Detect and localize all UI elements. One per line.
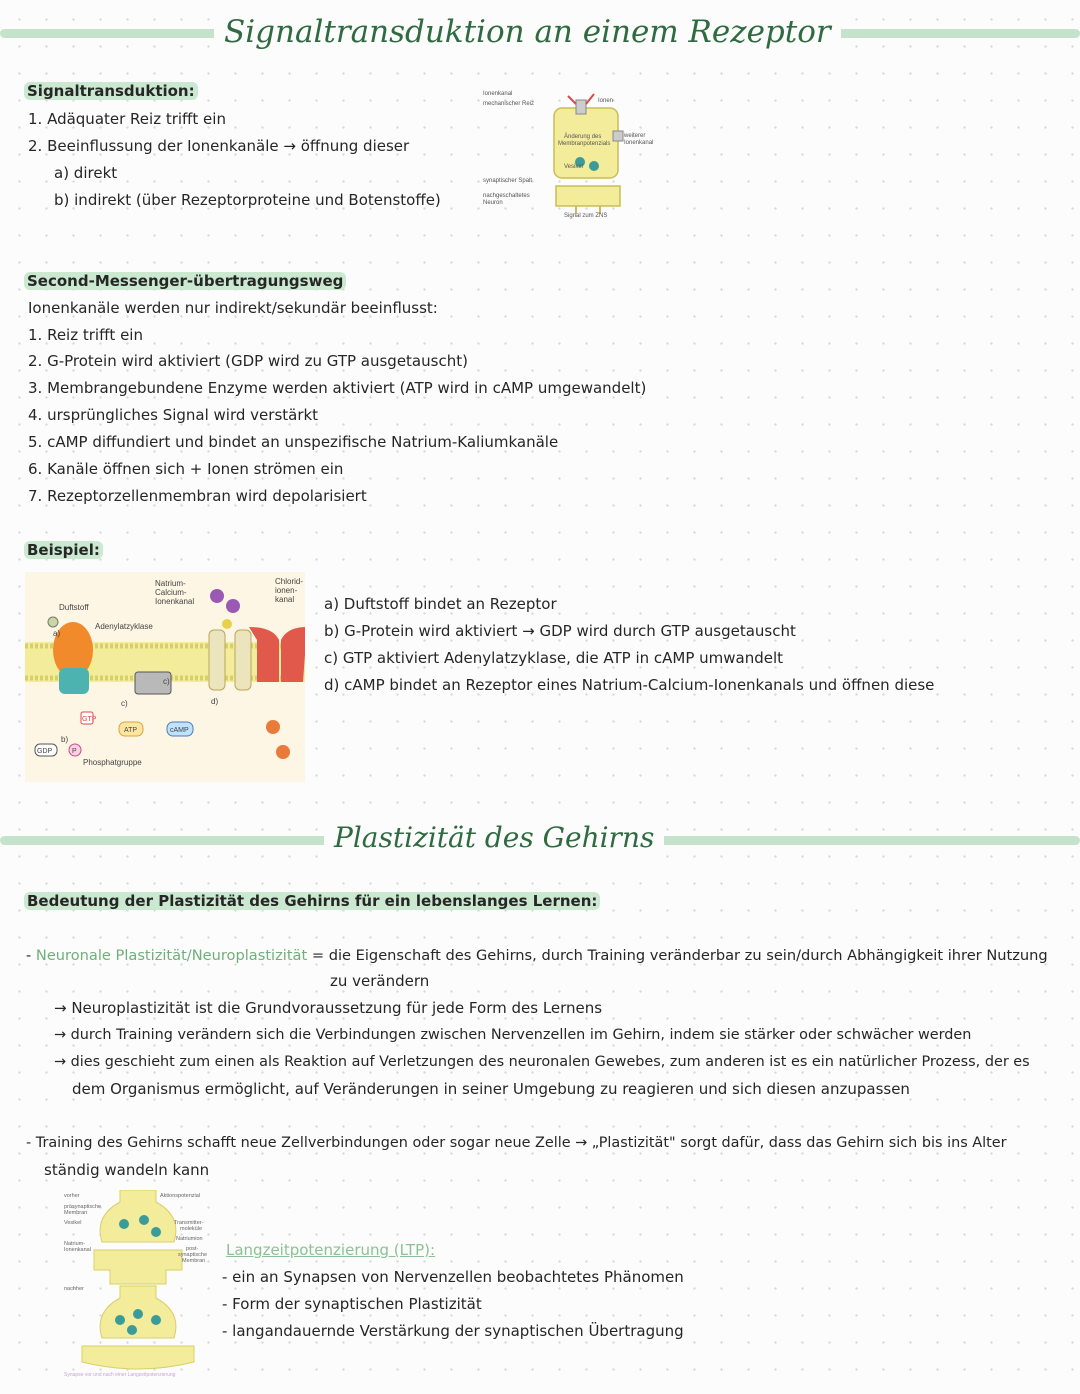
- vesicle-before-1: [119, 1219, 129, 1229]
- plast-bullet-2: → durch Training verändern sich die Verbindungen zwischen Nervenzellen im Gehirn, indem sie stärker oder schwächer werden: [54, 1027, 972, 1043]
- ltp-line-1: - ein an Synapsen von Nervenzellen beobachtetes Phänomen: [222, 1268, 684, 1286]
- label-weiterer-1: weiterer: [624, 133, 646, 139]
- label-vesikel: Vesikel: [64, 1220, 82, 1226]
- label-nachher: nachher: [64, 1286, 84, 1292]
- heading-text: Signaltransduktion:: [24, 82, 198, 100]
- page-title: Signaltransduktion an einem Rezeptor: [214, 10, 841, 54]
- label-gtp: GTP: [82, 716, 97, 723]
- label-natrium-2: Calcium-: [155, 588, 187, 597]
- label-aktionspotenzial: Aktionspotenzial: [160, 1193, 201, 1199]
- bedeutung-heading-text: Bedeutung der Plastizität des Gehirns für ein lebenslanges Lernen:: [24, 892, 600, 910]
- label-nachgeschaltet-2: Neuron: [483, 200, 503, 206]
- step-7: 7. Rezeptorzellenmembran wird depolarisiert: [28, 487, 367, 505]
- ion-4: [266, 720, 280, 734]
- ion-1: [210, 589, 224, 603]
- label-weiterer-2: Ionenkanal: [624, 140, 654, 146]
- label-c-1: c): [121, 699, 128, 708]
- g-protein: [59, 668, 89, 694]
- vesicle-before-3: [151, 1227, 161, 1237]
- ion-channel-top: [576, 100, 586, 114]
- label-transmitter-2: moleküle: [180, 1226, 203, 1232]
- synapse-after-post: [82, 1346, 194, 1369]
- plast-bullet-1: → Neuroplastizität ist die Grundvoraussetzung für jede Form des Lernens: [54, 999, 603, 1017]
- label-b: b): [61, 735, 69, 744]
- beispiel-heading-text: Beispiel:: [24, 541, 103, 559]
- training-line-2: ständig wandeln kann: [44, 1161, 210, 1179]
- label-duftstoff: Duftstoff: [59, 603, 89, 612]
- definition-text: = die Eigenschaft des Gehirns, durch Training veränderbar zu sein/durch Abhängigkeit ihrer Nutzung: [311, 947, 1048, 964]
- label-vorher: vorher: [64, 1193, 80, 1199]
- label-chlorid-1: Chlorid-: [275, 577, 304, 586]
- signaltransduktion-heading: [24, 78, 198, 105]
- label-chlorid-2: ionen-: [275, 586, 298, 595]
- synapse-svg: [62, 1190, 212, 1380]
- label-natriumion: Natriumion: [176, 1236, 203, 1242]
- channel-left: [209, 630, 225, 690]
- label-post-2: synaptische: [178, 1252, 208, 1258]
- label-natrium-3: Ionenkanal: [155, 597, 195, 606]
- label-transmitter-1: Transmitter-: [174, 1220, 204, 1226]
- label-adenylatzyklase: Adenylatzyklase: [95, 622, 153, 631]
- plastizitaet-rule-right: [636, 836, 1080, 845]
- ion-channel-side: [613, 131, 623, 141]
- step-2: 2. G-Protein wird aktiviert (GDP wird zu GTP ausgetauscht): [28, 352, 468, 370]
- odorant: [48, 617, 58, 627]
- olfactory-figure: [25, 572, 305, 782]
- definition-line-1: - Neuronale Plastizität/Neuroplastizität = die Eigenschaft des Gehirns, durch Training veränderbar zu sein/durch Abhängigkeit ihrer Nutzung: [26, 947, 1048, 964]
- synapse-figure: [62, 1190, 212, 1380]
- step-1: 1. Reiz trifft ein: [28, 326, 143, 344]
- example-line-d: d) cAMP bindet an Rezeptor eines Natrium-Calcium-Ionenkanals und öffnen diese: [324, 676, 935, 694]
- label-d: d): [211, 697, 219, 706]
- signal-line-4: b) indirekt (über Rezeptorproteine und Botenstoffe): [54, 191, 441, 209]
- plast-bullet-3: → dies geschieht zum einen als Reaktion auf Verletzungen des neuronalen Gewebes, zum anderen ist es ein natürlicher Prozess, der es: [54, 1054, 1030, 1070]
- vesicle-after-1: [115, 1315, 125, 1325]
- second-messenger-intro: Ionenkanäle werden nur indirekt/sekundär beeinflusst:: [28, 299, 438, 317]
- signal-line-2: 2. Beeinflussung der Ionenkanäle → öffnung dieser: [28, 137, 410, 155]
- beispiel-heading: [24, 537, 103, 564]
- step-4: 4. ursprüngliches Signal wird verstärkt: [28, 406, 319, 424]
- ltp-line-3: - langandauernde Verstärkung der synaptischen Übertragung: [222, 1322, 684, 1340]
- plast-bullet-4: dem Organismus ermöglicht, auf Veränderungen in seiner Umgebung zu reagieren und sich diesen anzupassen: [72, 1080, 910, 1098]
- label-synaptischer-spalt: synaptischer Spalt: [483, 178, 533, 184]
- label-a: a): [53, 629, 61, 638]
- label-aenderung-2: Membranpotenzials: [558, 141, 611, 147]
- label-natrium-kanal-2: Ionenkanal: [64, 1247, 91, 1253]
- plastizitaet-title: Plastizität des Gehirns: [324, 816, 664, 860]
- vesicle-2: [589, 161, 599, 171]
- label-synapse-caption: Synapse vor und nach einer Langzeitpotenzierung: [64, 1372, 176, 1378]
- synapse-before-post: [94, 1250, 182, 1284]
- label-praesynaptisch-2: Membran: [64, 1210, 88, 1216]
- label-gdp: GDP: [37, 748, 53, 755]
- label-ionenkanal: Ionenkanal: [483, 91, 513, 97]
- bedeutung-heading: [24, 888, 600, 915]
- label-signal-zns: Signal zum ZNS: [564, 213, 608, 219]
- label-nachgeschaltet-1: nachgeschaltetes: [483, 193, 530, 199]
- label-p: P: [72, 748, 77, 755]
- signal-line-1: 1. Adäquater Reiz trifft ein: [28, 110, 226, 128]
- label-chlorid-3: kanal: [275, 595, 295, 604]
- step-5: 5. cAMP diffundiert und bindet an unspezifische Natrium-Kaliumkanäle: [28, 433, 559, 451]
- label-vesikel: Vesikel: [564, 164, 584, 170]
- label-aenderung-1: Änderung des: [564, 134, 602, 140]
- signal-line-3: a) direkt: [54, 164, 118, 182]
- second-messenger-heading-text: Second-Messenger-übertragungsweg: [24, 272, 346, 290]
- plastizitaet-rule-left: [0, 836, 330, 845]
- neuroplastizitaet-term: Neuronale Plastizität/Neuroplastizität: [35, 947, 308, 964]
- step-3: 3. Membrangebundene Enzyme werden aktiviert (ATP wird in cAMP umgewandelt): [28, 379, 647, 397]
- label-c-2: c): [163, 677, 170, 686]
- vesicle-after-2: [133, 1309, 143, 1319]
- example-line-c: c) GTP aktiviert Adenylatzyklase, die ATP in cAMP umwandelt: [324, 649, 784, 667]
- label-atp: ATP: [124, 727, 138, 734]
- channel-right: [235, 630, 251, 690]
- title-rule-left: [0, 29, 230, 38]
- label-phosphatgruppe: Phosphatgruppe: [83, 758, 142, 767]
- step-6: 6. Kanäle öffnen sich + Ionen strömen ein: [28, 460, 344, 478]
- downstream-neuron: [556, 186, 620, 206]
- second-messenger-heading: [24, 268, 346, 295]
- example-line-b: b) G-Protein wird aktiviert → GDP wird durch GTP ausgetauscht: [324, 622, 796, 640]
- label-mechanischer-reiz: mechanischer Reiz: [483, 101, 535, 107]
- ltp-heading: [226, 1237, 435, 1264]
- receptor-cell-figure: [480, 86, 660, 221]
- ion-5: [276, 745, 290, 759]
- olfactory-svg: [25, 572, 305, 782]
- vesicle-before-2: [139, 1215, 149, 1225]
- receptor-cell-svg: [480, 86, 660, 221]
- ltp-heading-text: Langzeitpotenzierung (LTP):: [226, 1241, 436, 1259]
- label-camp: cAMP: [170, 727, 189, 734]
- ltp-line-2: - Form der synaptischen Plastizität: [222, 1295, 482, 1313]
- label-praesynaptisch-1: präsynaptische: [64, 1204, 101, 1210]
- ion-2: [226, 599, 240, 613]
- label-ionen: Ionen: [598, 98, 614, 104]
- vesicle-after-4: [127, 1325, 137, 1335]
- example-line-a: a) Duftstoff bindet an Rezeptor: [324, 595, 557, 613]
- label-natrium-1: Natrium-: [155, 579, 186, 588]
- label-post-1: post-: [186, 1246, 199, 1252]
- training-line-1: - Training des Gehirns schafft neue Zellverbindungen oder sogar neue Zelle → „Plastizität" sorgt dafür, dass das Gehirn sich bis ins Alter: [26, 1135, 1007, 1151]
- definition-line-2: zu verändern: [330, 972, 430, 990]
- chloride-channel-right: [281, 627, 305, 682]
- label-natrium-kanal-1: Natrium-: [64, 1241, 86, 1247]
- ion-3: [222, 619, 232, 629]
- vesicle-after-3: [151, 1315, 161, 1325]
- label-post-3: Membran: [182, 1258, 206, 1264]
